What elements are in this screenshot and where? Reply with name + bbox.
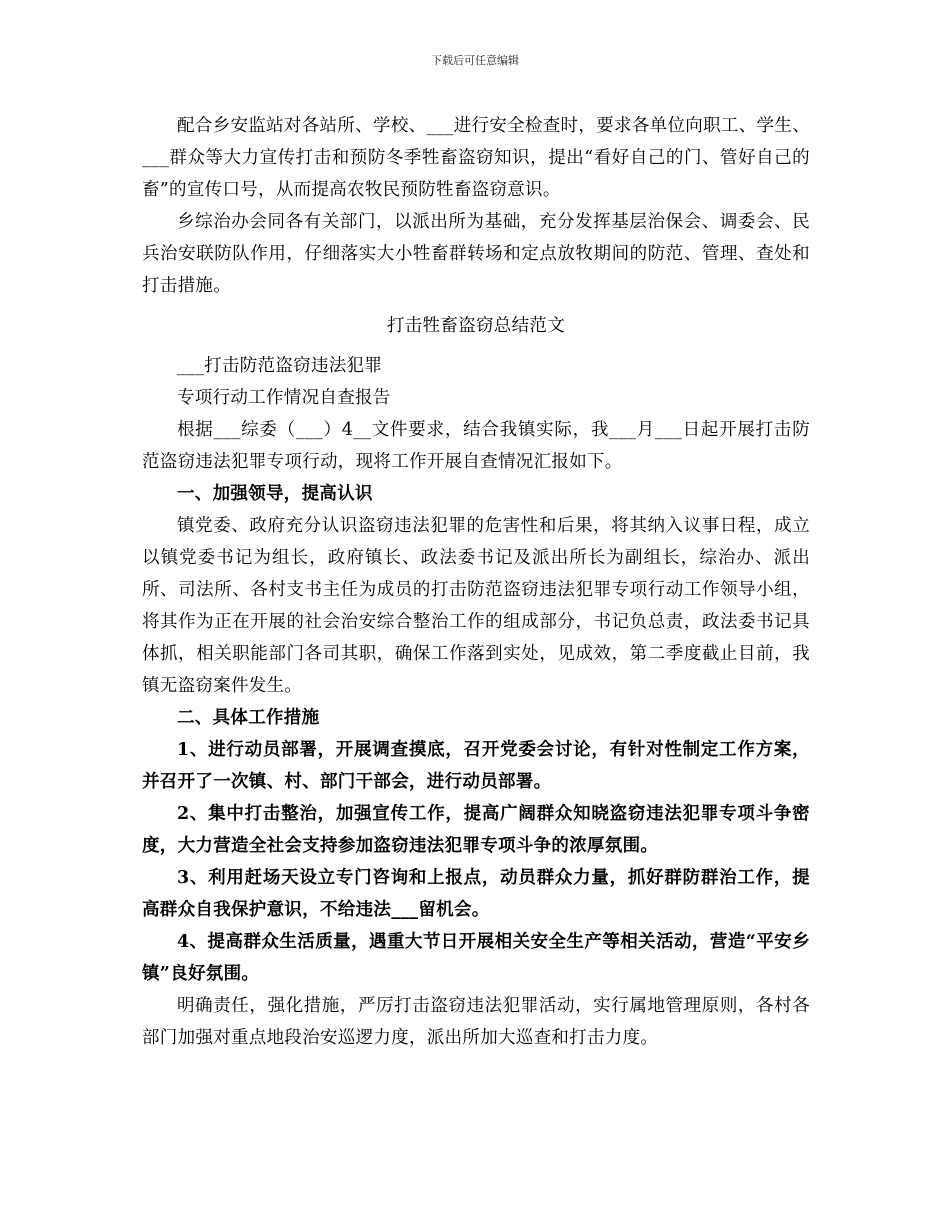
report-subtitle-line1: ___打击防范盗窃违法犯罪 <box>177 356 383 376</box>
document-body <box>142 110 810 1054</box>
measure-item-2: 2、集中打击整治，加强宣传工作，提高广阔群众知晓盗窃违法犯罪专项斗争密度，大力营造全社会支持参加盗窃违法犯罪专项斗争的浓厚氛围。 <box>142 804 810 856</box>
measure-item-3: 3、利用赶场天设立专门咨询和上报点，动员群众力量，抓好群防群治工作，提高群众自我保护意识，不给违法___留机会。 <box>142 868 810 920</box>
paragraph-safety-inspection: 配合乡安监站对各站所、学校、___进行安全检查时，要求各单位向职工、学生、___群众等大力宣传打击和预防冬季牲畜盗窃知识，提出“看好自己的门、管好自己的畜”的宣传口号，从而提高农牧民预防牲畜盗窃意识。 <box>142 116 810 200</box>
report-subtitle-line2: 专项行动工作情况自查报告 <box>177 388 391 408</box>
paragraph-responsibility: 明确责任，强化措施，严厉打击盗窃违法犯罪活动，实行属地管理原则，各村各部门加强对重点地段治安巡逻力度，派出所加大巡查和打击力度。 <box>142 996 810 1048</box>
paragraph-intro: 根据___综委（___）4__文件要求，结合我镇实际，我___月___日起开展打击防范盗窃违法犯罪专项行动，现将工作开展自查情况汇报如下。 <box>142 420 810 472</box>
document-title: 打击牲畜盗窃总结范文 <box>387 316 565 336</box>
section-heading-1: 一、加强领导，提高认识 <box>177 484 373 504</box>
section-heading-2: 二、具体工作措施 <box>177 708 320 728</box>
paragraph-joint-prevention: 乡综治办会同各有关部门，以派出所为基础，充分发挥基层治保会、调委会、民兵治安联防队作用，仔细落实大小牲畜群转场和定点放牧期间的防范、管理、查处和打击措施。 <box>142 212 810 296</box>
paragraph-leadership: 镇党委、政府充分认识盗窃违法犯罪的危害性和后果，将其纳入议事日程，成立以镇党委书记为组长，政府镇长、政法委书记及派出所长为副组长，综治办、派出所、司法所、各村支书主任为成员的打击防范盗窃违法犯罪专项行动工作领导小组，将其作为正在开展的社会治安综合整治工作的组成部分，书记负总责，政法委书记具体抓，相关职能部门各司其职，确保工作落到实处，见成效，第二季度截止目前，我镇无盗窃案件发生。 <box>142 516 810 696</box>
measure-item-1: 1、进行动员部署，开展调查摸底，召开党委会讨论，有针对性制定工作方案，并召开了一次镇、村、部门干部会，进行动员部署。 <box>142 740 810 792</box>
page-header: 下载后可任意编辑 <box>431 54 519 67</box>
measure-item-4: 4、提高群众生活质量，遇重大节日开展相关安全生产等相关活动，营造“平安乡镇”良好氛围。 <box>142 932 810 984</box>
